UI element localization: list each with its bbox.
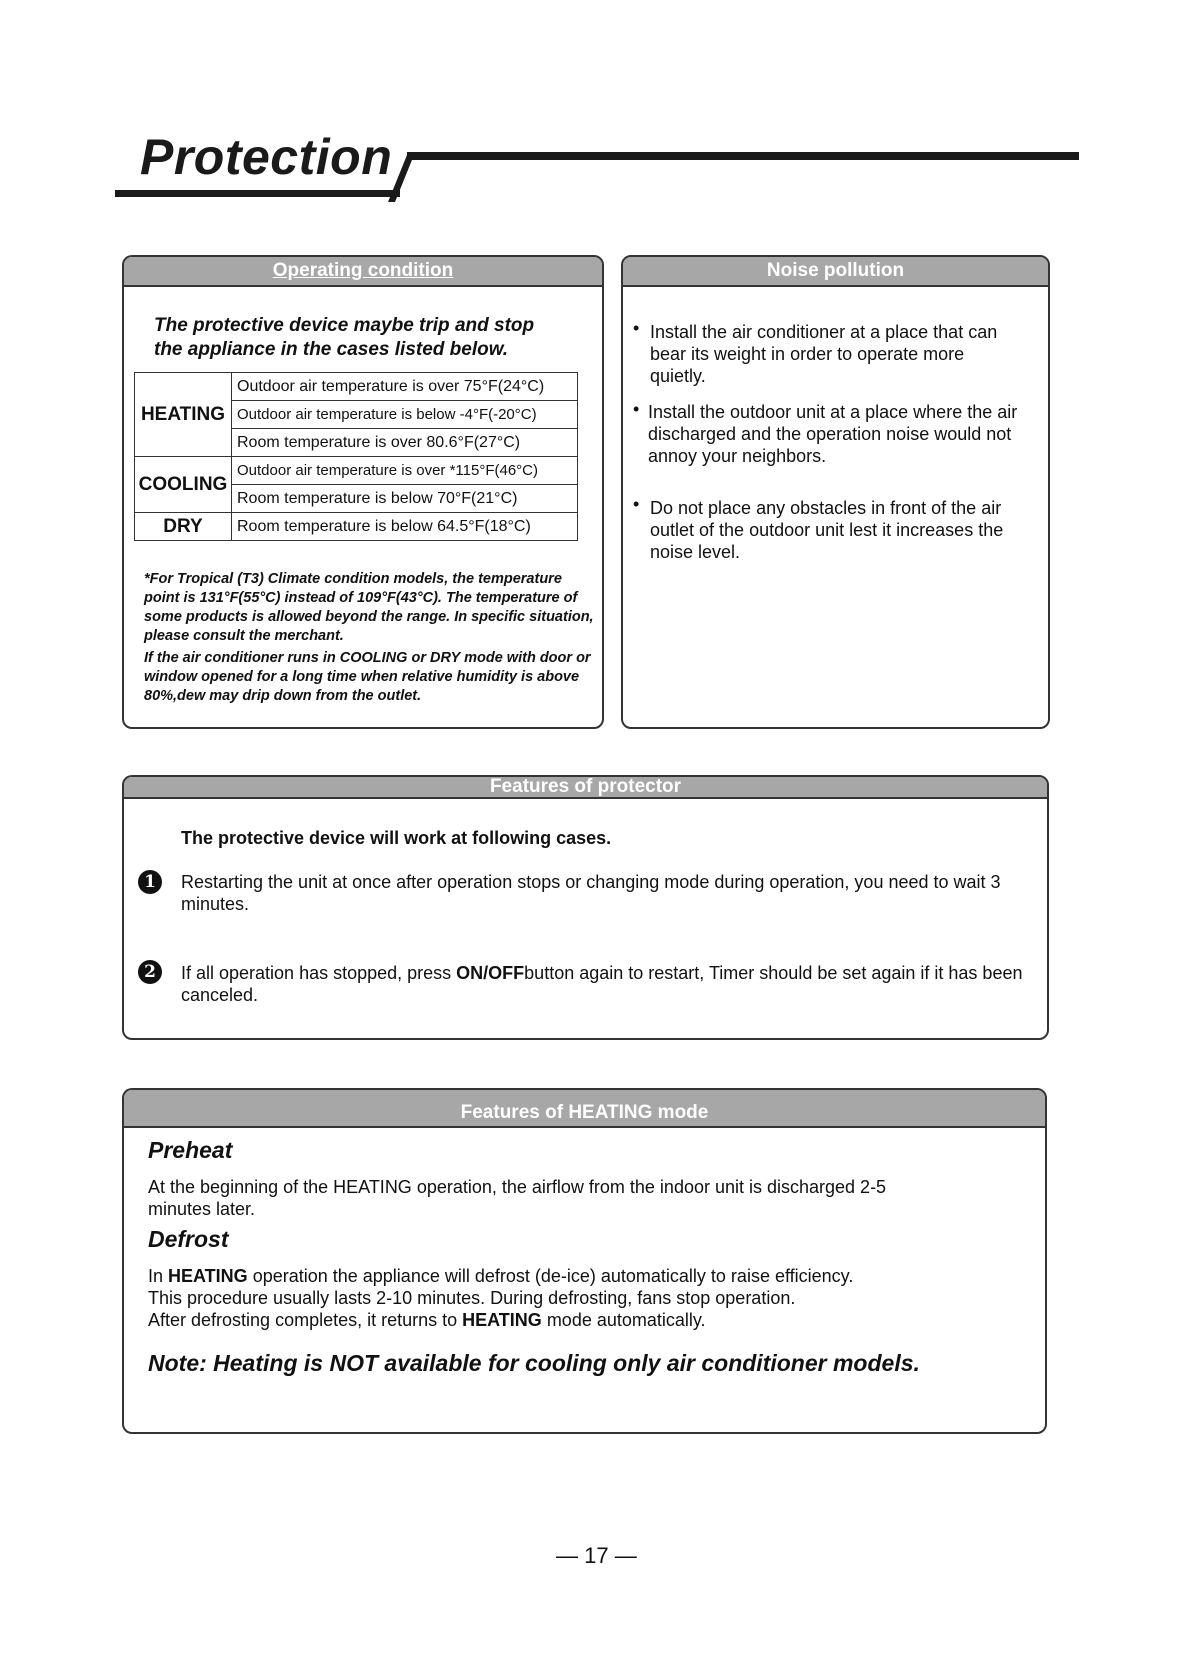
cooling-condition-1: Outdoor air temperature is over *115°F(46°C) xyxy=(232,457,578,485)
cooling-condition-2: Room temperature is below 70°F(21°C) xyxy=(232,485,578,513)
preheat-title: Preheat xyxy=(148,1137,233,1163)
heating-condition-2: Outdoor air temperature is below -4°F(-20°C) xyxy=(232,401,578,429)
dry-condition-1: Room temperature is below 64.5°F(18°C) xyxy=(232,513,578,541)
defrost-l3-bold: HEATING xyxy=(462,1310,542,1330)
operating-notes xyxy=(144,570,594,706)
operating-intro-line1: The protective device maybe trip and stop xyxy=(154,315,535,336)
noise-pollution-header: Noise pollution xyxy=(623,257,1048,287)
defrost-l1-pre: In xyxy=(148,1266,169,1286)
operating-note-2: If the air conditioner runs in COOLING or DRY mode with door or window opened for a long time when relative humidity is above 80%,dew may drip down from the outlet. xyxy=(144,650,591,704)
protector-item-2 xyxy=(181,962,1031,1006)
mode-heating: HEATING xyxy=(135,373,232,457)
defrost-line-1 xyxy=(148,1265,1018,1287)
defrost-l3-post: mode automatically. xyxy=(541,1310,706,1330)
defrost-text xyxy=(148,1265,1018,1331)
title-rule xyxy=(407,152,1079,160)
defrost-l1-bold: HEATING xyxy=(168,1266,248,1286)
mode-dry: DRY xyxy=(135,513,232,541)
noise-bullet-2: Install the outdoor unit at a place where the air discharged and the operation noise would not annoy your neighbors. xyxy=(648,402,1018,466)
defrost-line-3 xyxy=(148,1309,1018,1331)
mode-cooling: COOLING xyxy=(135,457,232,513)
table-row xyxy=(135,373,578,401)
operating-intro-line2: the appliance in the cases listed below. xyxy=(154,339,509,360)
operating-intro xyxy=(154,314,534,362)
bullet-icon: • xyxy=(633,494,640,514)
protector-intro: The protective device will work at following cases. xyxy=(181,828,612,848)
heating-note: Note: Heating is NOT available for cooling only air conditioner models. xyxy=(148,1350,920,1376)
title-underline xyxy=(115,190,400,197)
page-number: — 17 — xyxy=(556,1543,637,1568)
item2-text-pre: If all operation has stopped, press xyxy=(181,963,457,983)
protector-panel xyxy=(122,775,1049,1040)
item2-text-post: button again to restart, Timer should be set again if it has been canceled. xyxy=(181,963,1023,1005)
noise-bullet-3: Do not place any obstacles in front of the air outlet of the outdoor unit lest it increases the noise level. xyxy=(650,498,1004,562)
bullet-icon: • xyxy=(633,318,640,338)
heating-condition-1: Outdoor air temperature is over 75°F(24°C) xyxy=(232,373,578,401)
table-row xyxy=(135,457,578,485)
operating-condition-panel xyxy=(122,255,604,729)
noise-bullet-1: Install the air conditioner at a place that can bear its weight in order to operate more quietly. xyxy=(650,322,998,386)
heating-mode-header: Features of HEATING mode xyxy=(124,1090,1045,1128)
defrost-l1-post: operation the appliance will defrost (de-ice) automatically to raise efficiency. xyxy=(247,1266,854,1286)
noise-pollution-panel xyxy=(621,255,1050,729)
number-2-icon: 2 xyxy=(138,960,162,984)
table-row xyxy=(135,513,578,541)
number-1-icon: 1 xyxy=(138,870,162,894)
bullet-icon: • xyxy=(633,399,640,419)
operating-condition-header xyxy=(124,257,602,287)
defrost-title: Defrost xyxy=(148,1226,229,1252)
operating-condition-header-label: Operating condition xyxy=(272,260,454,281)
heating-condition-3: Room temperature is over 80.6°F(27°C) xyxy=(232,429,578,457)
preheat-text: At the beginning of the HEATING operation, the airflow from the indoor unit is discharged 2-5 minutes later. xyxy=(148,1177,887,1219)
onoff-label: ON/OFF xyxy=(456,963,525,983)
protector-item-1: Restarting the unit at once after operation stops or changing mode during operation, you need to wait 3 minutes. xyxy=(181,872,1001,914)
page-title: Protection xyxy=(140,129,393,185)
condition-table xyxy=(134,372,578,541)
protector-header: Features of protector xyxy=(124,777,1047,799)
heating-mode-panel xyxy=(122,1088,1047,1434)
defrost-line-2: This procedure usually lasts 2-10 minutes. During defrosting, fans stop operation. xyxy=(148,1288,796,1308)
defrost-l3-pre: After defrosting completes, it returns to xyxy=(148,1310,463,1330)
operating-note-1: *For Tropical (T3) Climate condition models, the temperature point is 131°F(55°C) instead of 109°F(43°C). The temperature of some products is allowed beyond the range. In specific situation, please consult the merchant. xyxy=(144,571,594,644)
